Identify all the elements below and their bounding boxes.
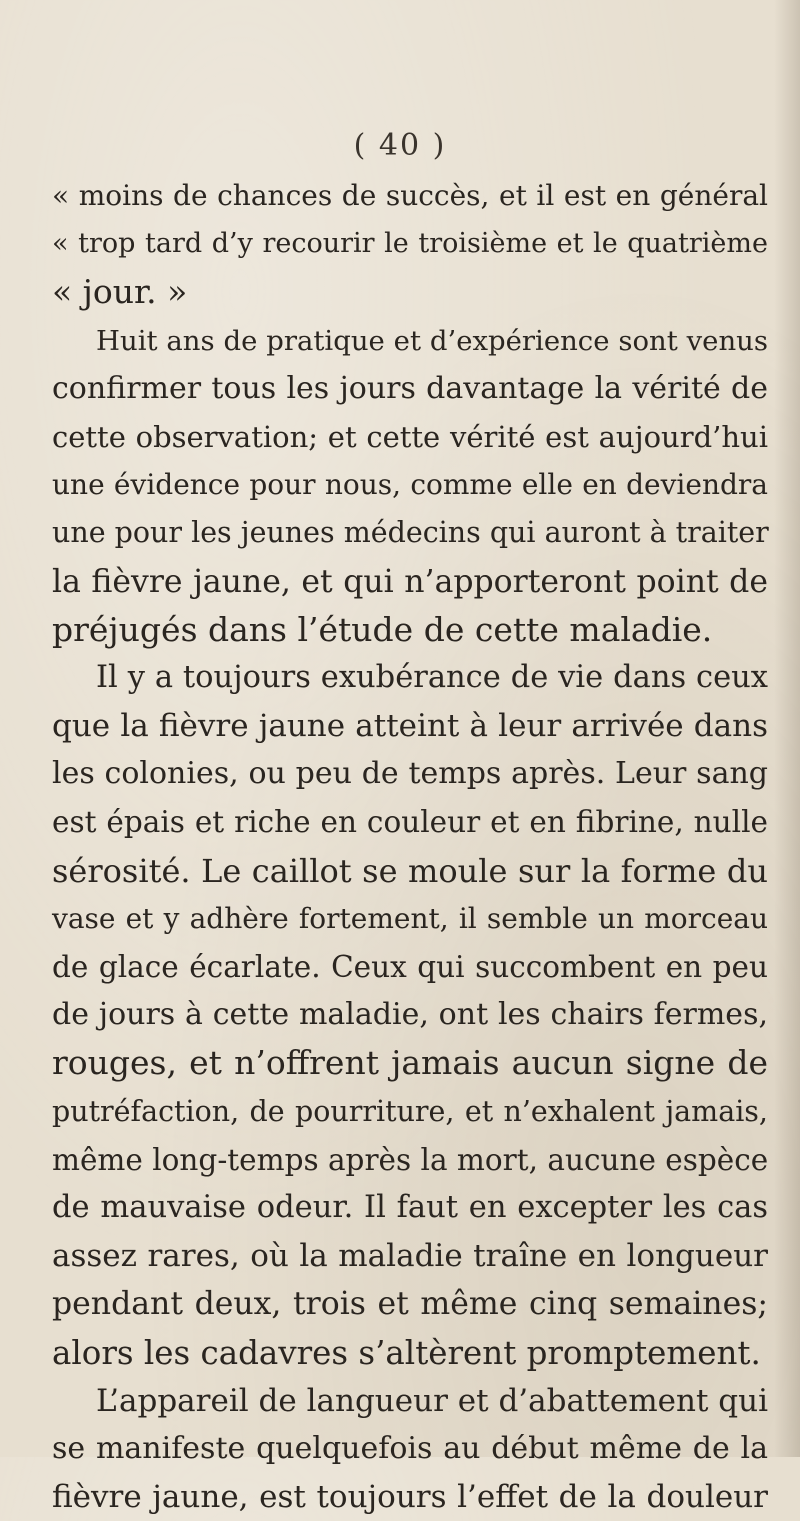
text-line: que la fièvre jaune atteint à leur arrivée dans — [52, 708, 768, 745]
text-line: fièvre jaune, est toujours l’effet de la douleur — [52, 1479, 768, 1516]
text-line: pendant deux, trois et même cinq semaines; — [52, 1286, 768, 1323]
page-edge-shadow — [774, 0, 800, 1457]
text-line: de mauvaise odeur. Il faut en excepter les cas — [52, 1189, 768, 1225]
text-line: putréfaction, de pourriture, et n’exhalent jamais, — [52, 1094, 768, 1128]
text-line: même long-temps après la mort, aucune espèce — [52, 1142, 769, 1177]
text-line: sérosité. Le caillot se moule sur la forme du — [52, 851, 768, 890]
text-line: une évidence pour nous, comme elle en deviendra — [52, 468, 768, 502]
text-line: rouges, et n’offrent jamais aucun signe de — [52, 1043, 768, 1083]
text-line: préjugés dans l’étude de cette maladie. — [52, 609, 713, 649]
text-line: de glace écarlate. Ceux qui succombent en peu — [52, 950, 768, 984]
text-line: Huit ans de pratique et d’expérience sont venus — [96, 324, 768, 357]
text-line: les colonies, ou peu de temps après. Leur sang — [52, 756, 768, 792]
text-line: une pour les jeunes médecins qui auront à traiter — [52, 516, 769, 550]
text-line: « jour. » — [52, 272, 188, 312]
text-line: assez rares, où la maladie traîne en longueur — [52, 1238, 768, 1275]
text-line: de jours à cette maladie, ont les chairs fermes, — [52, 997, 768, 1033]
page-number: ( 40 ) — [353, 128, 447, 163]
text-line: cette observation; et cette vérité est aujourd’hui — [52, 419, 768, 454]
text-line: confirmer tous les jours davantage la vérité de — [52, 370, 768, 406]
text-line: la fièvre jaune, et qui n’apporteront point de — [52, 563, 768, 600]
text-line: Il y a toujours exubérance de vie dans ceux — [96, 659, 768, 695]
text-line: alors les cadavres s’altèrent promptement. — [52, 1333, 761, 1372]
text-line: « moins de chances de succès, et il est en général — [52, 179, 768, 212]
body-text — [52, 172, 768, 1521]
text-line: L’appareil de langueur et d’abattement qui — [96, 1382, 768, 1419]
text-line: « trop tard d’y recourir le troisième et le quatrième — [52, 228, 768, 260]
text-line: vase et y adhère fortement, il semble un morceau — [52, 901, 768, 935]
text-line: est épais et riche en couleur et en fibrine, nulle — [52, 805, 768, 840]
text-line: se manifeste quelquefois au début même de la — [52, 1430, 768, 1466]
